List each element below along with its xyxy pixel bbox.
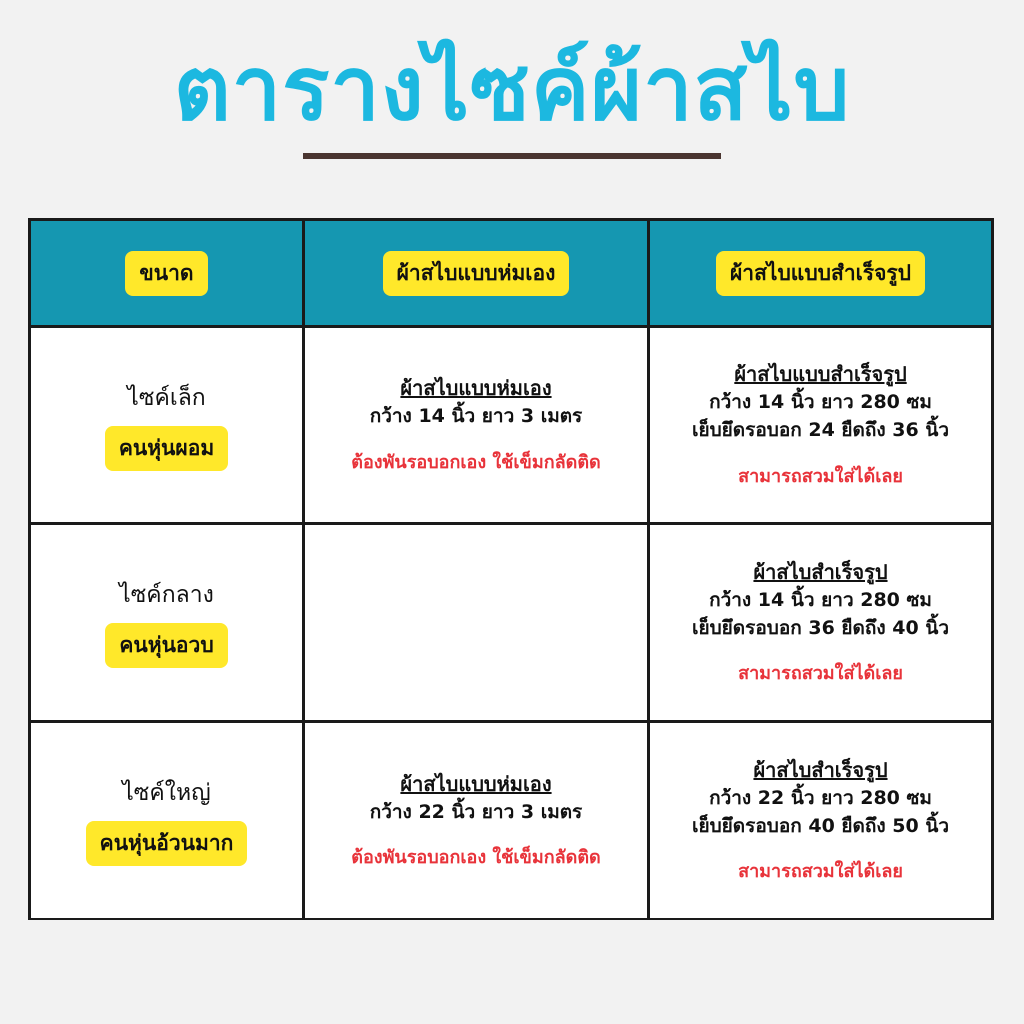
- size-table: [28, 218, 994, 920]
- ready-note: สามารถสวมใส่ได้เลย: [738, 465, 903, 487]
- size-cell-medium: [31, 525, 302, 720]
- ready-cell-medium: [650, 525, 991, 720]
- header-size-cell: [31, 221, 302, 325]
- header-size-label: ขนาด: [125, 251, 207, 296]
- ready-note: สามารถสวมใส่ได้เลย: [738, 663, 903, 685]
- wrap-cell-large: [305, 723, 647, 918]
- size-cell-large: [31, 723, 302, 918]
- wrap-cell-medium-empty: [305, 525, 647, 720]
- ready-note: สามารถสวมใส่ได้เลย: [738, 861, 903, 883]
- ready-dimensions: กว้าง 14 นิ้ว ยาว 280 ซม: [709, 391, 932, 414]
- ready-title: ผ้าสไบสำเร็จรูป: [753, 757, 888, 782]
- size-tag: คนหุ่นผอม: [105, 426, 228, 471]
- size-tag: คนหุ่นอ้วนมาก: [86, 821, 248, 866]
- page-title: ตารางไซค์ผ้าสไบ: [173, 37, 851, 140]
- ready-chest-range: เย็บยึดรอบอก 40 ยืดถึง 50 นิ้ว: [691, 814, 949, 837]
- wrap-dimensions: กว้าง 22 นิ้ว ยาว 3 เมตร: [369, 800, 583, 823]
- ready-title: ผ้าสไบสำเร็จรูป: [753, 559, 888, 584]
- ready-chest-range: เย็บยึดรอบอก 36 ยืดถึง 40 นิ้ว: [691, 616, 949, 639]
- wrap-cell-small: [305, 328, 647, 522]
- ready-title: ผ้าสไบแบบสำเร็จรูป: [734, 362, 907, 387]
- wrap-note: ต้องพันรอบอกเอง ใช้เข็มกลัดติด: [351, 847, 601, 869]
- ready-dimensions: กว้าง 22 นิ้ว ยาว 280 ซม: [709, 786, 932, 809]
- size-cell-small: [31, 328, 302, 522]
- title-underline: [303, 153, 721, 159]
- wrap-title: ผ้าสไบแบบห่มเอง: [400, 376, 552, 401]
- size-tag: คนหุ่นอวบ: [105, 623, 227, 668]
- ready-chest-range: เย็บยึดรอบอก 24 ยืดถึง 36 นิ้ว: [691, 419, 949, 441]
- header-ready-cell: [650, 221, 991, 325]
- header-wrap-label: ผ้าสไบแบบห่มเอง: [383, 251, 570, 296]
- ready-dimensions: กว้าง 14 นิ้ว ยาว 280 ซม: [709, 588, 932, 611]
- ready-cell-small: [650, 328, 991, 522]
- size-name: ไซค์เล็ก: [127, 384, 206, 411]
- header-wrap-cell: [305, 221, 647, 325]
- ready-cell-large: [650, 723, 991, 918]
- size-name: ไซค์ใหญ่: [122, 780, 211, 806]
- header-ready-label: ผ้าสไบแบบสำเร็จรูป: [716, 251, 925, 296]
- size-name: ไซค์กลาง: [119, 582, 214, 608]
- wrap-title: ผ้าสไบแบบห่มเอง: [400, 771, 552, 796]
- wrap-dimensions: กว้าง 14 นิ้ว ยาว 3 เมตร: [369, 405, 583, 428]
- wrap-note: ต้องพันรอบอกเอง ใช้เข็มกลัดติด: [351, 451, 601, 473]
